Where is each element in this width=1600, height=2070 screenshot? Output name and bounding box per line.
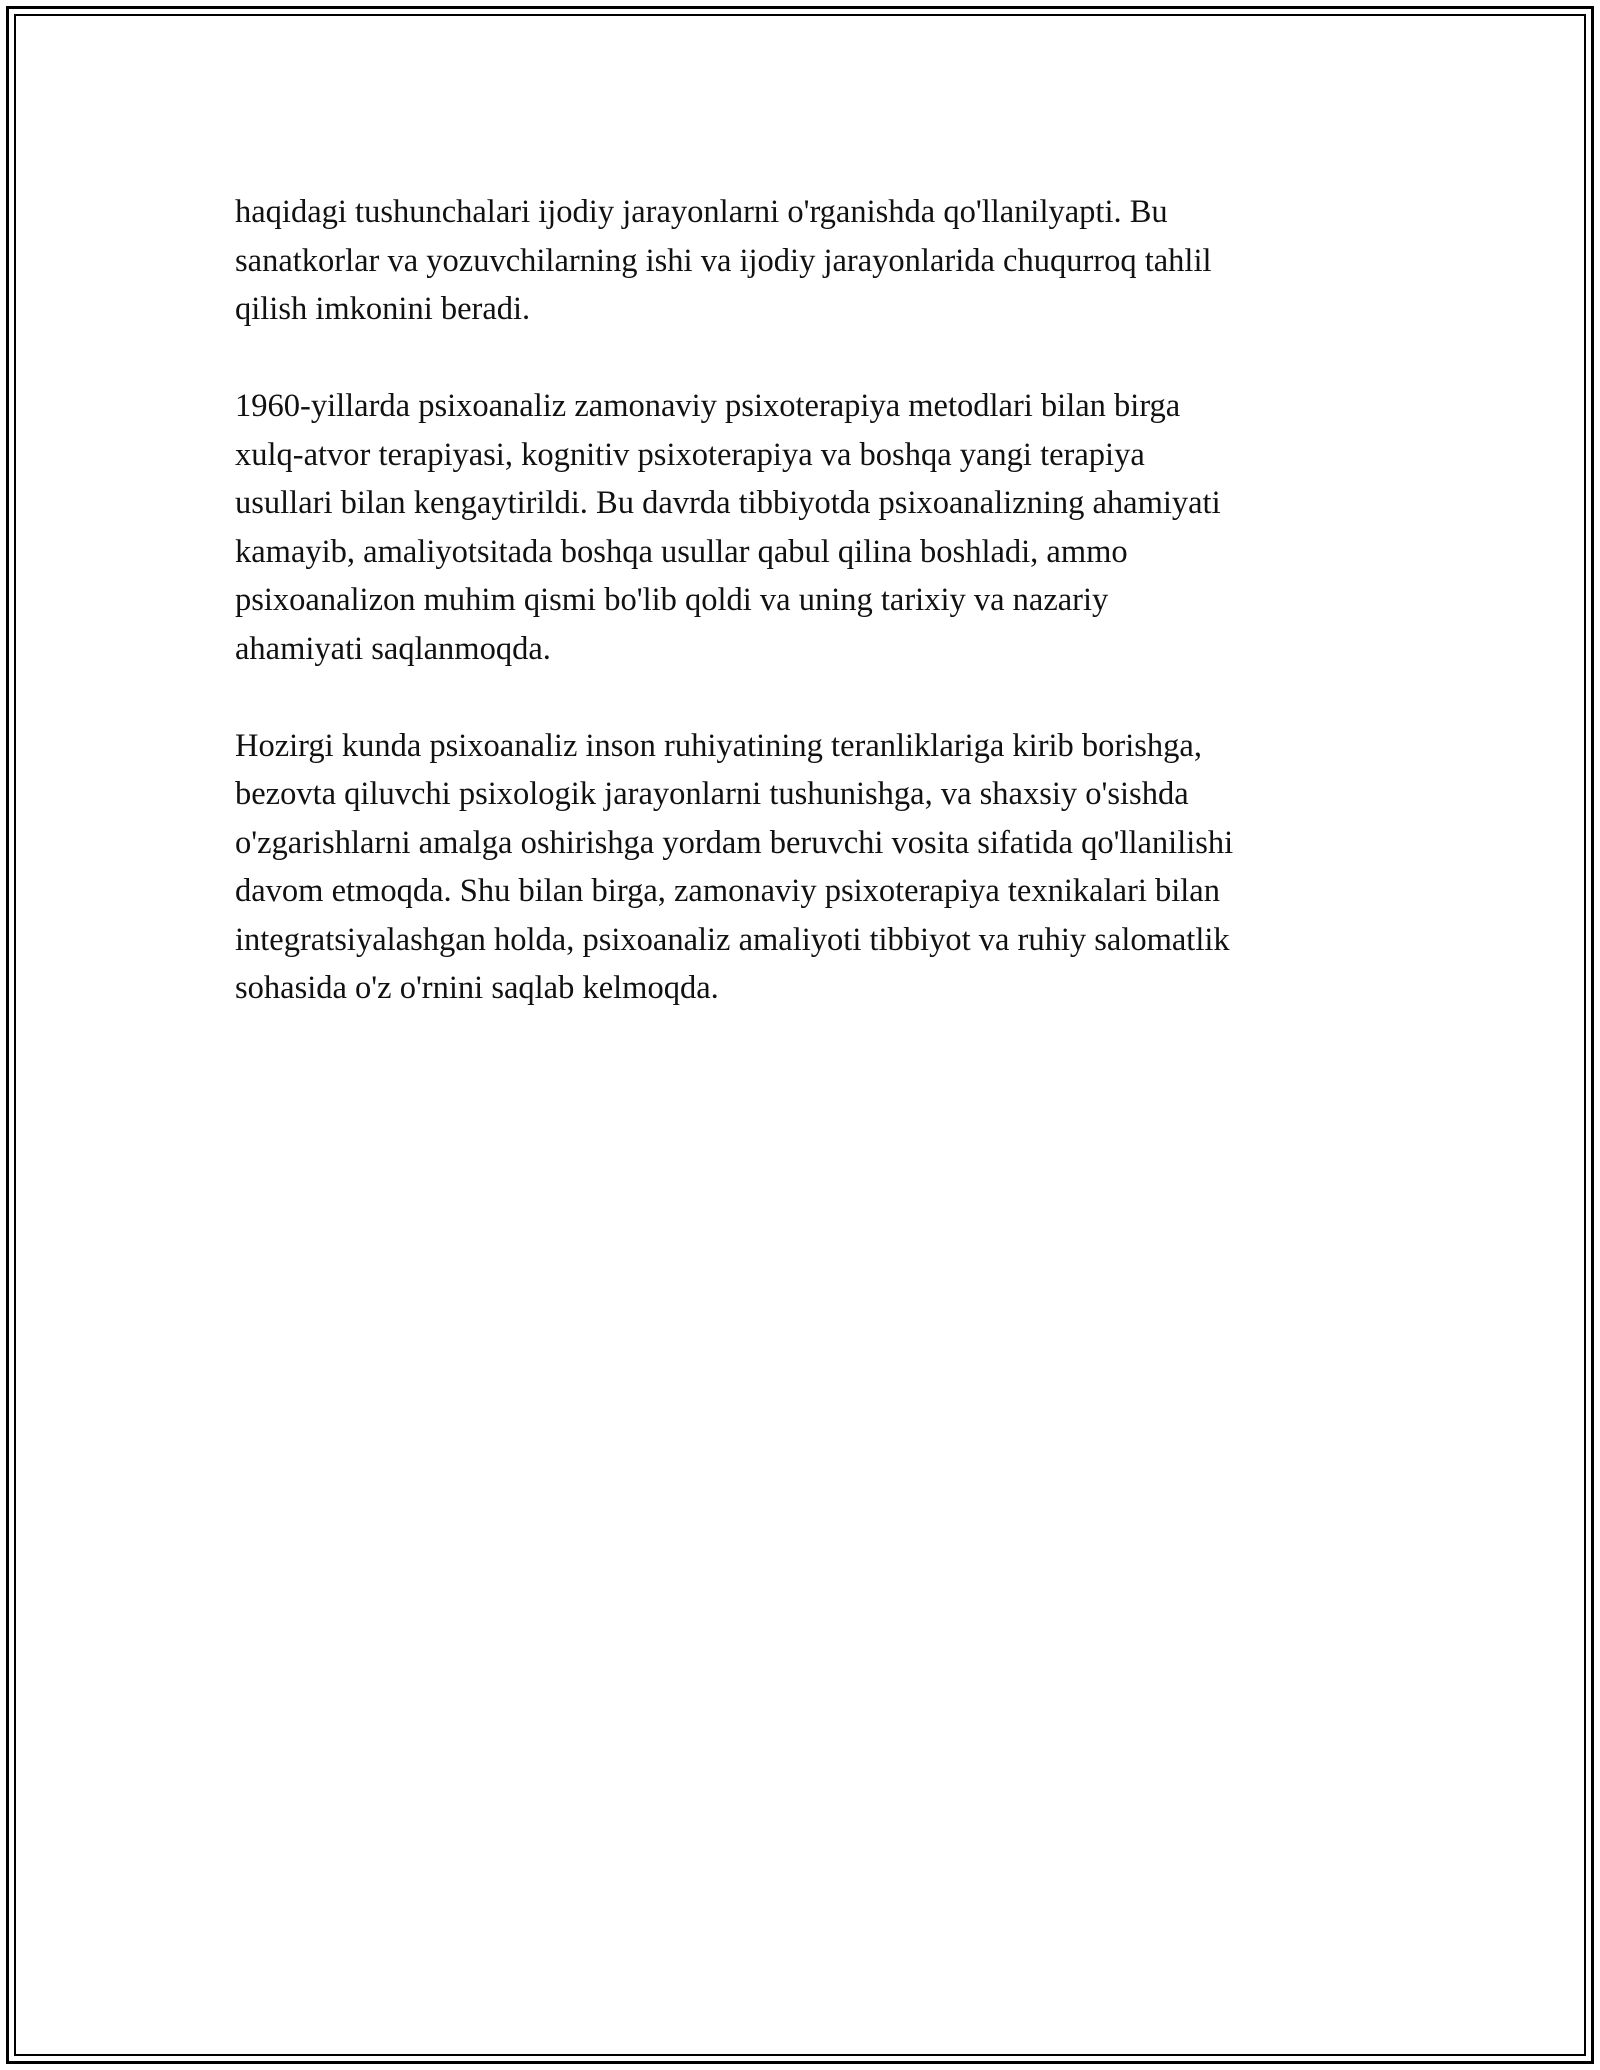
paragraph-3 xyxy=(235,722,1385,1013)
paragraph-line: bezovta qiluvchi psixologik jarayonlarni tushunishga, va shaxsiy o'sishda xyxy=(235,776,1189,812)
paragraph-line: sohasida o'z o'rnini saqlab kelmoqda. xyxy=(235,970,719,1006)
paragraph-2 xyxy=(235,382,1385,673)
paragraph-line: psixoanalizon muhim qismi bo'lib qoldi va uning tarixiy va nazariy xyxy=(235,582,1109,618)
document-body xyxy=(235,188,1385,1061)
paragraph-1 xyxy=(235,188,1385,334)
paragraph-line: qilish imkonini beradi. xyxy=(235,291,531,327)
paragraph-line: integratsiyalashgan holda, psixoanaliz amaliyoti tibbiyot va ruhiy salomatlik xyxy=(235,921,1230,958)
paragraph-line: kamayib, amaliyotsitada boshqa usullar qabul qilina boshladi, ammo xyxy=(235,533,1128,570)
paragraph-line: sanatkorlar va yozuvchilarning ishi va ijodiy jarayonlarida chuqurroq tahlil xyxy=(235,242,1212,279)
paragraph-line: Hozirgi kunda psixoanaliz inson ruhiyatining teranliklariga kirib borishga, xyxy=(235,727,1202,764)
paragraph-line: davom etmoqda. Shu bilan birga, zamonaviy psixoterapiya texnikalari bilan xyxy=(235,873,1220,909)
paragraph-line: haqidagi tushunchalari ijodiy jarayonlarni o'rganishda qo'llanilyapti. Bu xyxy=(235,194,1168,230)
paragraph-line: 1960-yillarda psixoanaliz zamonaviy psixoterapiya metodlari bilan birga xyxy=(235,388,1181,424)
paragraph-line: o'zgarishlarni amalga oshirishga yordam beruvchi vosita sifatida qo'llanilishi xyxy=(235,824,1234,861)
paragraph-line: xulq-atvor terapiyasi, kognitiv psixoterapiya va boshqa yangi terapiya xyxy=(235,436,1145,473)
paragraph-line: usullari bilan kengaytirildi. Bu davrda tibbiyotda psixoanalizning ahamiyati xyxy=(235,485,1221,521)
paragraph-line: ahamiyati saqlanmoqda. xyxy=(235,630,551,667)
